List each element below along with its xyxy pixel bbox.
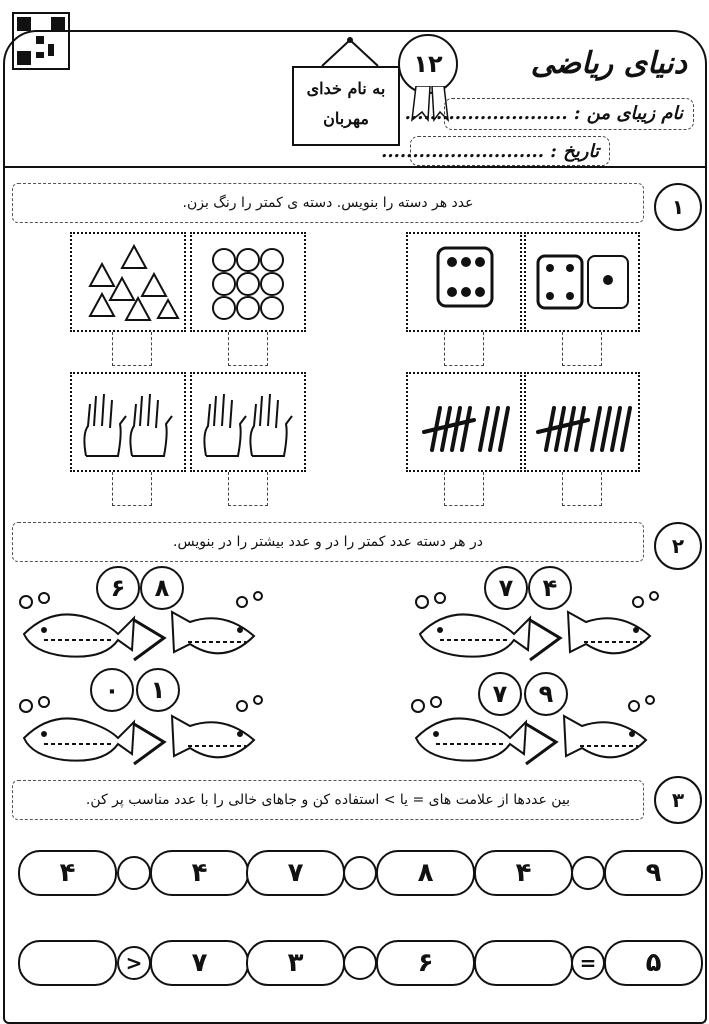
cloud-right[interactable]: ۸ [376, 850, 475, 896]
sun-sign-slot[interactable] [117, 856, 151, 890]
number-circle: ۷ [478, 672, 522, 716]
sun-sign-slot[interactable] [571, 856, 605, 890]
sign-line-1: به نام خدای [306, 79, 386, 98]
cloud-right[interactable]: ۷ [150, 940, 249, 986]
cloud-right[interactable]: ۶ [376, 940, 475, 986]
number-circle: ۰ [90, 668, 134, 712]
answer-box[interactable] [562, 472, 602, 506]
question-2-instruction: در هر دسته عدد کمتر را در و عدد بیشتر را در بنویس. [12, 522, 644, 562]
comparison-sign [130, 724, 131, 725]
fish-comparison-icon [14, 694, 264, 784]
hands-icon [192, 374, 304, 470]
sun-sign-slot[interactable]: > [117, 946, 151, 980]
cloud-left[interactable]: ۴ [474, 850, 573, 896]
answer-box[interactable] [444, 332, 484, 366]
sign-line-2: مهربان [323, 109, 369, 128]
worksheet-number-badge: ۱۲ [398, 34, 458, 94]
cloud-left[interactable] [18, 940, 117, 986]
number-circle: ۴ [528, 566, 572, 610]
card-hands [70, 372, 186, 472]
page-title: دنیای ریاضی [530, 46, 687, 81]
cloud-left[interactable]: ۷ [246, 850, 345, 896]
circles-icon [192, 234, 304, 330]
triangles-icon [72, 234, 184, 330]
header-divider [3, 166, 705, 168]
number-circle: ۹ [524, 672, 568, 716]
question-2-number: ۲ [654, 522, 702, 570]
cloud-right[interactable]: ۴ [150, 850, 249, 896]
fish-comparison-icon [410, 590, 660, 680]
card-tally-marks [406, 372, 522, 472]
card-circles [190, 232, 306, 332]
answer-box[interactable] [228, 472, 268, 506]
cloud-left[interactable]: ۳ [246, 940, 345, 986]
number-circle: ۷ [484, 566, 528, 610]
card-dice-six [406, 232, 522, 332]
question-3-instruction: بین عددها از علامت های = یا > استفاده کن و جاهای خالی را با عدد مناسب پر کن. [12, 780, 644, 820]
sun-sign-slot[interactable] [343, 946, 377, 980]
cloud-left[interactable]: ۴ [18, 850, 117, 896]
number-circle: ۱ [136, 668, 180, 712]
cloud-right[interactable]: ۹ [604, 850, 703, 896]
card-tally-marks [524, 372, 640, 472]
question-1-instruction: عدد هر دسته را بنویس. دسته ی کمتر را رنگ بزن. [12, 183, 644, 223]
name-field[interactable]: نام زیبای من : .......................... [444, 98, 694, 130]
question-3-number: ۳ [654, 776, 702, 824]
sun-sign-slot[interactable]: = [571, 946, 605, 980]
hands-icon [72, 374, 184, 470]
question-1-number: ۱ [654, 183, 702, 231]
card-dice-four-one [524, 232, 640, 332]
number-circle: ۶ [96, 566, 140, 610]
answer-box[interactable] [444, 472, 484, 506]
comparison-sign [530, 620, 531, 621]
answer-box[interactable] [112, 472, 152, 506]
tally-icon [408, 374, 520, 470]
number-circle: ۸ [140, 566, 184, 610]
fish-comparison-icon [14, 590, 264, 680]
fish-comparison-icon [406, 694, 656, 784]
answer-box[interactable] [562, 332, 602, 366]
dice-icon [526, 234, 638, 330]
comparison-sign [526, 724, 527, 725]
comparison-sign [130, 620, 131, 621]
tally-icon [526, 374, 638, 470]
answer-box[interactable] [228, 332, 268, 366]
cloud-right[interactable]: ۵ [604, 940, 703, 986]
bismillah-sign [292, 66, 400, 146]
card-hands [190, 372, 306, 472]
card-triangles [70, 232, 186, 332]
cloud-left[interactable] [474, 940, 573, 986]
sign-hanger [320, 36, 380, 68]
date-field[interactable]: تاریخ : .......................... [410, 136, 610, 166]
sun-sign-slot[interactable] [343, 856, 377, 890]
dice-icon [408, 234, 520, 330]
answer-box[interactable] [112, 332, 152, 366]
